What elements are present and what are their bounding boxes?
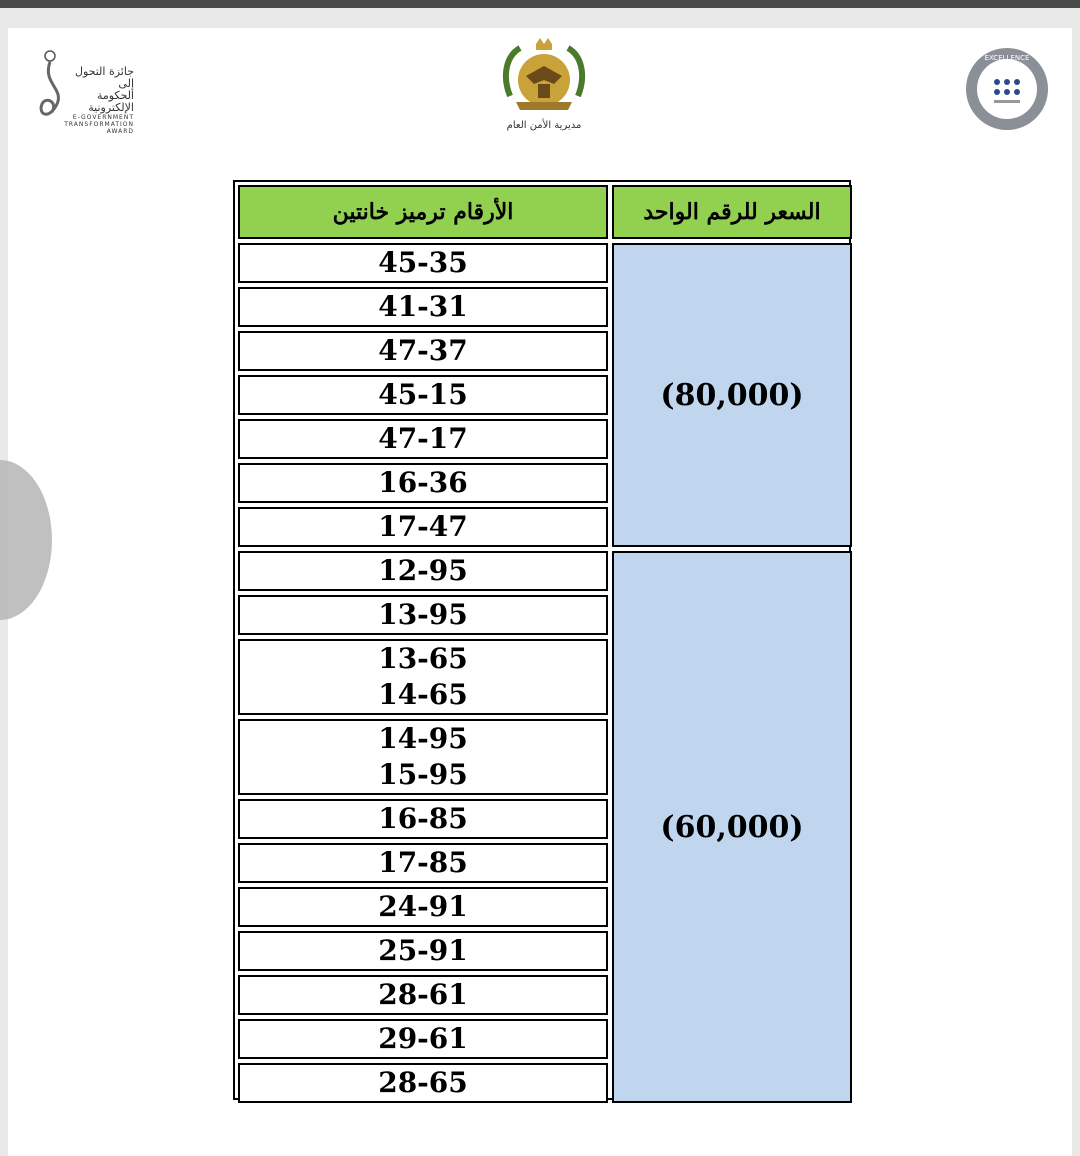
plate-number: 16-85 — [378, 802, 468, 835]
table-row — [238, 551, 608, 591]
plate-number: 24-91 — [378, 890, 468, 923]
table-row — [238, 507, 608, 547]
plate-number: 14-95 — [378, 722, 468, 755]
header-numbers: الأرقام ترميز خانتين — [238, 185, 608, 239]
table-row — [238, 799, 608, 839]
table-row — [238, 463, 608, 503]
plate-number: 13-95 — [378, 598, 468, 631]
plate-number: 41-31 — [378, 290, 468, 323]
table-row — [238, 243, 608, 283]
top-bar — [0, 0, 1080, 8]
table-row — [238, 975, 608, 1015]
plate-number: 28-65 — [378, 1066, 468, 1099]
table-row — [238, 719, 608, 795]
table-row — [238, 331, 608, 371]
plate-number: 17-85 — [378, 846, 468, 879]
table-row — [238, 375, 608, 415]
plate-number: 12-95 — [378, 554, 468, 587]
plate-number: 17-47 — [378, 510, 468, 543]
price-group-2: (60,000) — [612, 551, 852, 1103]
table-row — [238, 931, 608, 971]
table-row — [238, 419, 608, 459]
plate-number: 45-35 — [378, 246, 468, 279]
plate-number: 28-61 — [378, 978, 468, 1011]
award-line-1: جائزة التحول إلى — [74, 65, 134, 90]
header-price: السعر للرقم الواحد — [612, 185, 852, 239]
plate-number: 13-65 — [378, 642, 468, 675]
document-page — [8, 28, 1072, 1156]
plate-number: 29-61 — [378, 1022, 468, 1055]
price-table — [233, 180, 851, 1100]
table-row — [238, 1019, 608, 1059]
excellence-seal — [964, 46, 1050, 132]
egov-award-logo — [36, 44, 136, 144]
plate-number: 25-91 — [378, 934, 468, 967]
award-line-3: E-GOVERNMENT — [72, 114, 134, 121]
price-group-1: (80,000) — [612, 243, 852, 547]
plate-number: 16-36 — [378, 466, 468, 499]
award-line-2: الحكومة الإلكترونية — [88, 89, 134, 114]
table-row — [238, 595, 608, 635]
plate-number: 14-65 — [378, 678, 468, 711]
table-row — [238, 887, 608, 927]
award-line-4: TRANSFORMATION AWARD — [64, 121, 134, 135]
table-row — [238, 287, 608, 327]
table-row — [238, 639, 608, 715]
plate-number: 45-15 — [378, 378, 468, 411]
plate-number: 15-95 — [378, 758, 468, 791]
plate-number: 47-37 — [378, 334, 468, 367]
svg-text:EXCELLENCE: EXCELLENCE — [984, 54, 1030, 62]
table-row — [238, 843, 608, 883]
table-row — [238, 1063, 608, 1103]
public-security-emblem — [496, 36, 592, 136]
plate-number: 47-17 — [378, 422, 468, 455]
emblem-caption: مديرية الأمن العام — [506, 120, 582, 131]
